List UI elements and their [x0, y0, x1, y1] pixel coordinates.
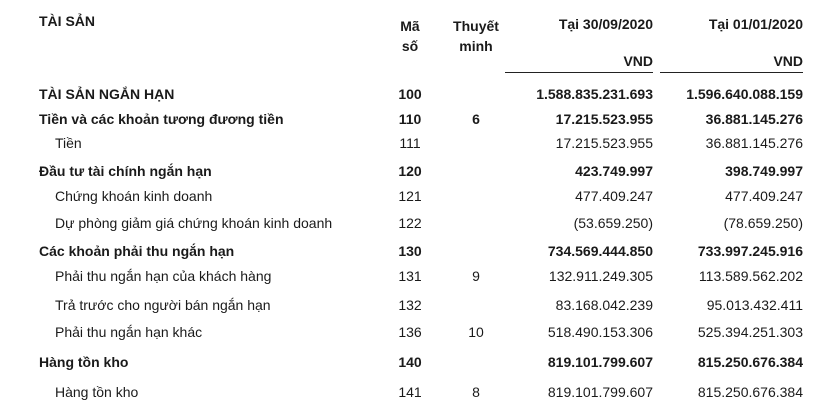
row-note: 9	[472, 268, 480, 284]
period1-header: Tại 30/09/2020	[558, 16, 653, 32]
row-value-period1: (53.659.250)	[573, 215, 653, 231]
row-value-period1: 17.215.523.955	[555, 135, 653, 151]
row-value-period1: 819.101.799.607	[547, 354, 653, 370]
period2-divider	[660, 72, 803, 73]
table-row	[0, 354, 826, 380]
row-value-period2: 477.409.247	[725, 188, 803, 204]
row-label: Các khoản phải thu ngắn hạn	[39, 243, 235, 259]
row-code: 110	[398, 111, 422, 127]
table-row	[0, 243, 826, 269]
row-code: 111	[399, 135, 421, 151]
row-code: 130	[398, 243, 422, 259]
row-code: 131	[398, 268, 422, 284]
row-label: Tiền	[55, 135, 82, 151]
table-row	[0, 324, 826, 350]
row-value-period1: 17.215.523.955	[555, 111, 653, 127]
table-row	[0, 297, 826, 323]
row-note: 8	[472, 384, 480, 400]
row-value-period2: (78.659.250)	[723, 215, 803, 231]
row-label: TÀI SẢN NGẮN HẠN	[39, 86, 175, 102]
row-label: Đầu tư tài chính ngắn hạn	[39, 163, 212, 179]
table-row	[0, 135, 826, 161]
row-code: 100	[398, 86, 422, 102]
row-value-period2: 36.881.145.276	[705, 135, 803, 151]
row-value-period2: 398.749.997	[725, 163, 803, 179]
row-value-period2: 815.250.676.384	[697, 384, 803, 400]
table-row	[0, 188, 826, 214]
table-row	[0, 384, 826, 410]
row-label: Dự phòng giảm giá chứng khoán kinh doanh	[55, 215, 333, 231]
row-code: 136	[398, 324, 422, 340]
row-value-period1: 132.911.249.305	[548, 268, 653, 284]
row-note: 6	[472, 111, 480, 127]
currency1-label: VND	[623, 53, 653, 69]
row-code: 120	[398, 163, 422, 179]
row-label: Tiền và các khoản tương đương tiền	[39, 111, 284, 127]
code-column-header	[393, 16, 427, 56]
assets-heading: TÀI SẢN	[39, 13, 95, 29]
row-label: Phải thu ngắn hạn của khách hàng	[55, 268, 272, 284]
row-label: Hàng tồn kho	[39, 354, 129, 370]
row-value-period2: 733.997.245.916	[697, 243, 803, 259]
row-value-period1: 819.101.799.607	[547, 384, 653, 400]
code-header-line1: Mã	[400, 18, 420, 34]
row-label: Phải thu ngắn hạn khác	[55, 324, 203, 340]
code-header-line2: số	[401, 38, 419, 54]
row-code: 141	[398, 384, 422, 400]
row-code: 140	[398, 354, 422, 370]
period1-divider	[505, 72, 653, 73]
row-label: Chứng khoán kinh doanh	[55, 188, 213, 204]
row-value-period2: 113.589.562.202	[698, 268, 803, 284]
row-value-period2: 525.394.251.303	[697, 324, 803, 340]
table-row	[0, 268, 826, 294]
table-row	[0, 111, 826, 137]
note-header-line2: minh	[459, 38, 493, 54]
row-value-period1: 1.588.835.231.693	[536, 86, 653, 102]
row-value-period1: 477.409.247	[575, 188, 653, 204]
row-note: 10	[468, 324, 484, 340]
period2-header: Tại 01/01/2020	[708, 16, 803, 32]
row-code: 122	[398, 215, 422, 231]
table-row	[0, 86, 826, 112]
note-column-header	[445, 16, 507, 56]
row-value-period2: 1.596.640.088.159	[686, 86, 803, 102]
row-label: Trả trước cho người bán ngắn hạn	[55, 297, 271, 313]
row-value-period2: 36.881.145.276	[705, 111, 803, 127]
row-value-period1: 734.569.444.850	[547, 243, 653, 259]
row-value-period2: 95.013.432.411	[706, 297, 803, 313]
table-row	[0, 163, 826, 189]
row-label: Hàng tồn kho	[55, 384, 139, 400]
row-code: 132	[398, 297, 422, 313]
row-value-period1: 423.749.997	[575, 163, 653, 179]
note-header-line1: Thuyết	[453, 18, 499, 34]
row-value-period1: 518.490.153.306	[547, 324, 653, 340]
table-row	[0, 215, 826, 241]
currency2-label: VND	[773, 53, 803, 69]
row-value-period1: 83.168.042.239	[555, 297, 653, 313]
row-code: 121	[398, 188, 422, 204]
row-value-period2: 815.250.676.384	[697, 354, 803, 370]
